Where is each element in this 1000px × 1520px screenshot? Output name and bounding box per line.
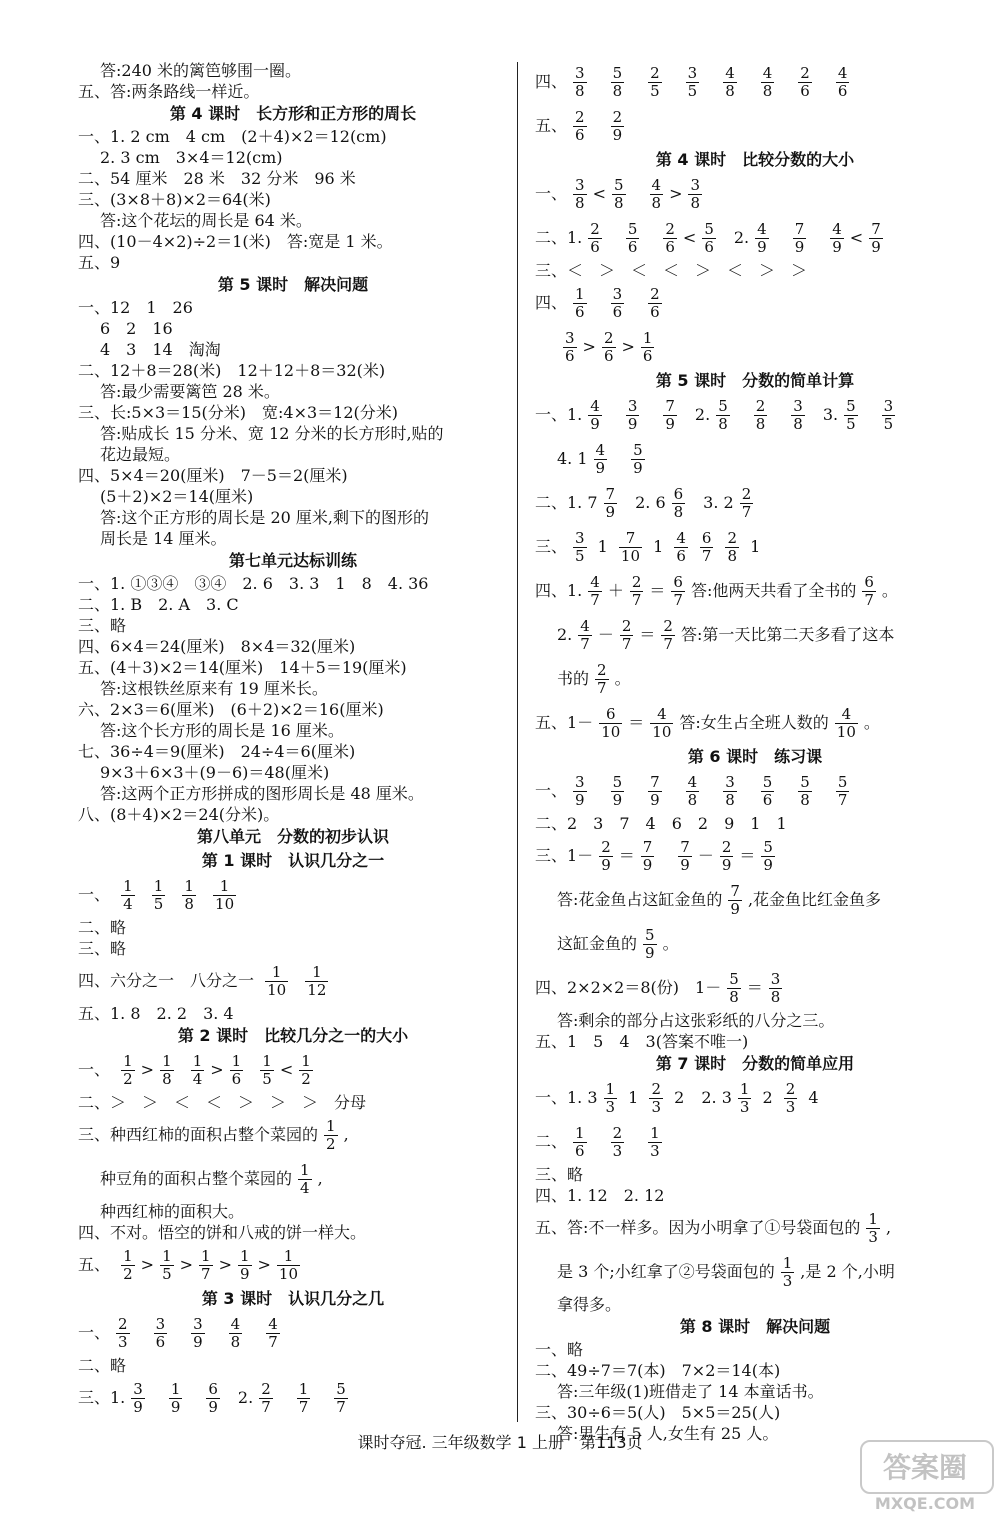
fraction [152,878,166,913]
fraction: $\frac{1}{8}$ [162,1052,172,1088]
text-line: 三、略 [78,616,127,635]
text-line: 答:这两个正方形拼成的图形周长是 48 厘米。 [100,784,424,803]
fraction-line: 2. $\frac{4}{7}$ － $\frac{2}{7}$ ＝ $\frac{2}{7}$ 答:第一天比第二天多看了这本 [557,617,895,653]
fraction-line [78,959,508,1003]
fraction: $\frac{1}{2}$ [123,1052,133,1088]
answer-text: 答:第一天比第二天多看了这本 [680,625,895,644]
text-line: 三、(3×8＋8)×2＝64(米) [78,190,271,209]
denominator: 8 [184,895,194,913]
item-prefix: 一、1. [535,405,583,424]
fraction-line: 二、1. $\frac{2}{6}$ $\frac{5}{6}$ $\frac{2}{6}$ < $\frac{5}{6}$ 2. $\frac{4}{9}$ $\frac{7}{9}$ $\frac{4}{9}$ < $\frac{7}{9}$ [535,220,881,256]
fraction-line: 4. 1 $\frac{4}{9}$ $\frac{5}{9}$ [557,441,643,477]
fraction: $\frac{1}{5}$ [262,1052,272,1088]
text-line: 周长是 14 厘米。 [100,529,227,548]
watermark-url: MXQE.COM [874,1494,976,1513]
text-line: 二、49÷7＝7(本) 7×2＝14(本) [535,1361,781,1380]
section-heading: 第 4 课时 长方形和正方形的周长 [169,104,417,123]
text-line: 七、36÷4＝9(厘米) 24÷4＝6(厘米) [78,742,356,761]
fraction: $\frac{1}{7}$ [298,1380,309,1416]
fraction: $\frac{1}{2}$ [123,1247,133,1283]
fraction: $\frac{1}{6}$ [231,1052,242,1088]
text-line: 二、12＋8＝28(米) 12＋12＋8＝32(米) [78,361,386,380]
fraction-line: 五、答:不一样多。因为小明拿了①号袋面包的 $\frac{1}{3}$ , [535,1210,892,1246]
item-prefix: 一、 [535,184,568,203]
numerator: 1 [153,877,164,895]
item-prefix: 二、1. 7 [535,493,598,512]
fraction-line: 四、1. $\frac{4}{7}$ ＋ $\frac{2}{7}$ ＝ $\frac{6}{7}$ 答:他两天共看了全书的 $\frac{6}{7}$ 。 [535,573,898,609]
text-line: 四、不对。悟空的饼和八戒的饼一样大。 [78,1223,367,1242]
fraction-line: 一、 $\frac{1}{2}$ > $\frac{1}{8}$ $\frac{1}{4}$ > $\frac{1}{6}$ $\frac{1}{5}$ < $\frac{1}{2}$ [78,1052,311,1088]
section-heading: 第 2 课时 比较几分之一的大小 [177,1026,409,1045]
text-line: 6 2 16 [100,319,173,338]
text-line: 2. 3 cm 3×4＝12(cm) [100,148,283,167]
fraction [121,878,135,913]
text-line: 一、1. 2 cm 4 cm (2＋4)×2＝12(cm) [78,127,387,146]
text-line: 五、9 [78,253,121,272]
text-line: 答:这个长方形的周长是 16 厘米。 [100,721,344,740]
right-column [535,60,975,1444]
text-line: (5＋2)×2＝14(厘米) [100,487,254,506]
section-heading: 第 3 课时 认识几分之几 [201,1289,385,1308]
fraction-line: 五、 $\frac{2}{6}$ $\frac{2}{9}$ [535,108,623,144]
fraction-line: 是 3 个;小红拿了②号袋面包的 $\frac{1}{3}$ ,是 2 个,小明 [557,1254,895,1290]
page-footer: 课时夺冠. 三年级数学 1 上册 第113页 [357,1433,643,1452]
item-prefix: 四、 [535,293,568,312]
text-line: 答:剩余的部分占这张彩纸的八分之三。 [557,1011,835,1030]
fraction: $\frac{4}{8}$ [230,1315,241,1351]
text-line: 三、＜ ＞ ＜ ＜ ＞ ＜ ＞ ＞ [535,261,808,280]
text-line: 种西红柿的面积大。 [100,1202,245,1221]
section-heading: 第 5 课时 解决问题 [217,275,369,294]
section-heading: 第 5 课时 分数的简单计算 [655,371,855,390]
fraction-line: 五、1－ $\frac{6}{10}$ ＝ $\frac{4}{10}$ 答:女生占全班人数的 $\frac{4}{10}$ 。 [535,705,880,741]
section-heading: 第 1 课时 认识几分之一 [201,851,385,870]
text-line: 三、略 [78,939,127,958]
fraction [213,878,236,913]
fraction-line: 二、 $\frac{1}{6}$ $\frac{2}{3}$ $\frac{1}{3}$ [535,1124,660,1160]
numerator: 1 [265,964,288,982]
text-span: 种豆角的面积占整个菜园的 [100,1169,293,1188]
text-line: 八、(8＋4)×2＝24(分米)。 [78,805,280,824]
section-heading: 第 7 课时 分数的简单应用 [655,1054,855,1073]
fraction: $\frac{1}{9}$ [170,1380,181,1416]
text-line: 六、2×3＝6(厘米) (6＋2)×2＝16(厘米) [78,700,384,719]
fraction: $\frac{1}{5}$ [162,1247,172,1283]
section-heading: 第 6 课时 练习课 [687,747,823,766]
fraction: $\frac{3}{6}$ [155,1315,166,1351]
item-prefix: 二、 [535,1132,568,1151]
section-heading: 第 4 课时 比较分数的大小 [655,150,855,169]
answer-text: ,是 2 个,小明 [800,1262,895,1281]
text-line: 二、54 厘米 28 米 32 分米 96 米 [78,169,356,188]
denominator: 12 [307,981,327,999]
item-prefix: 三、1－ [535,846,594,865]
fraction: $\frac{5}{7}$ [336,1380,346,1416]
text-line: 答:三年级(1)班借走了 14 本童话书。 [557,1382,824,1401]
text-line: 拿得多。 [557,1295,622,1314]
text-line: 答:240 米的篱笆够围一圈。 [100,61,302,80]
item-prefix: 五、 [78,1255,111,1274]
answer-text: 五、答:不一样多。因为小明拿了①号袋面包的 [535,1218,861,1237]
fraction-line: 一、1. $\frac{4}{9}$ $\frac{3}{9}$ $\frac{7}{9}$ 2. $\frac{5}{8}$ $\frac{2}{8}$ $\frac{3}{8}$ 3. $\frac{5}{5}$ $\frac{3}{5}$ [535,397,894,433]
fraction [182,878,196,913]
item-prefix: 四、六分之一 八分之一 [78,971,255,990]
text-line: 二、2 3 7 4 6 2 9 1 1 [535,814,787,833]
text-line: 五、(4＋3)×2＝14(厘米) 14＋5＝19(厘米) [78,658,407,677]
text-line: 答:男生有 5 人,女生有 25 人。 [557,1424,779,1443]
denominator: 10 [267,981,287,999]
section-heading: 第 8 课时 解决问题 [679,1317,831,1336]
fraction-line: 一、 $\frac{2}{3}$ $\frac{3}{6}$ $\frac{3}{9}$ $\frac{4}{8}$ $\frac{4}{7}$ [78,1315,278,1351]
text-line: 一、12 1 26 [78,298,193,317]
item-prefix: 五、1－ [535,713,594,732]
text-line: 五、答:两条路线一样近。 [78,82,260,101]
fraction [265,964,288,999]
text-line: 四、(10－4×2)÷2＝1(米) 答:宽是 1 米。 [78,232,393,251]
text-line: 三、略 [535,1165,584,1184]
item-prefix: 四、1. [535,581,583,600]
fraction: $\frac{2}{3}$ [118,1315,128,1351]
fraction-line: 三、1. $\frac{3}{9}$ $\frac{1}{9}$ $\frac{6}{9}$ 2. $\frac{2}{7}$ $\frac{1}{7}$ $\frac{5}{7}$ [78,1380,346,1416]
answer-text: 答:他两天共看了全书的 [690,581,857,600]
fraction: $\frac{3}{9}$ [133,1380,143,1416]
text-line: 4 3 14 淘淘 [100,340,221,359]
watermark-title: 答案圈 [882,1451,967,1484]
denominator: 4 [123,895,133,913]
fraction-line: 一、1. 3 $\frac{1}{3}$ 1 $\frac{2}{3}$ 2 2. 3 $\frac{1}{3}$ 2 $\frac{2}{3}$ 4 [535,1080,819,1116]
fraction-line: 答:花金鱼占这缸金鱼的 $\frac{7}{9}$ ,花金鱼比红金鱼多 [557,882,882,918]
fraction-line: 这缸金鱼的 $\frac{5}{9}$ 。 [557,926,679,962]
section-heading: 第七单元达标训练 [228,551,357,570]
text-line: 三、长:5×3＝15(分米) 宽:4×3＝12(分米) [78,403,399,422]
fraction-line: 四、 $\frac{1}{6}$ $\frac{3}{6}$ $\frac{2}{6}$ [535,285,660,321]
answer-text: 答:花金鱼占这缸金鱼的 [557,890,723,909]
fraction-line: 三、1－ $\frac{2}{9}$ ＝ $\frac{7}{9}$ $\frac{7}{9}$ － $\frac{2}{9}$ ＝ $\frac{5}{9}$ [535,838,773,874]
text-line: 一、1. ①③④ ③④ 2. 6 3. 3 1 8 4. 36 [78,574,429,593]
watermark-logo [860,1440,990,1514]
fraction-line: 一、 $\frac{3}{9}$ $\frac{5}{9}$ $\frac{7}{9}$ $\frac{4}{8}$ $\frac{3}{8}$ $\frac{5}{6}$ $\frac{5}{8}$ $\frac{5}{7}$ [535,773,848,809]
fraction-line [78,873,508,917]
text-line: 答:这根铁丝原来有 19 厘米长。 [100,679,328,698]
fraction-line: 三、 $\frac{3}{5}$ 1 $\frac{7}{10}$ 1 $\frac{4}{6}$ $\frac{6}{7}$ $\frac{2}{8}$ 1 [535,529,761,565]
item-prefix: 一、 [78,885,111,904]
fraction-line: 书的 $\frac{2}{7}$ 。 [557,661,631,697]
fraction-line: $\frac{3}{6}$ > $\frac{2}{6}$ > $\frac{1}{6}$ [565,329,653,365]
text-line: 二、＞ ＞ ＜ ＜ ＞ ＞ ＞ 分母 [78,1093,367,1112]
left-column [78,60,508,1420]
answer-text: 是 3 个;小红拿了②号袋面包的 [557,1262,775,1281]
fraction-line: 四、 $\frac{3}{8}$ $\frac{5}{8}$ $\frac{2}{5}$ $\frac{3}{5}$ $\frac{4}{8}$ $\frac{4}{8}$ $\frac{2}{6}$ $\frac{4}{6}$ [535,64,848,100]
fraction: $\frac{3}{9}$ [193,1315,203,1351]
numerator: 1 [305,964,328,982]
fraction: $\frac{1}{2}$ [326,1117,336,1153]
item-prefix: 一、 [78,1060,111,1079]
text-line: 答:最少需要篱笆 28 米。 [100,382,280,401]
fraction: $\frac{2}{7}$ [261,1380,271,1416]
item-prefix: 一、1. 3 [535,1088,598,1107]
fraction [305,964,328,999]
fraction-line: 四、2×2×2＝8(份) 1－ $\frac{5}{8}$ ＝ $\frac{3}{8}$ [535,970,781,1006]
text-line: 三、30÷6＝5(人) 5×5＝25(人) [535,1403,781,1422]
item-prefix: 三、 [535,537,568,556]
fraction-line: 五、 $\frac{1}{2}$ > $\frac{1}{5}$ > $\frac{1}{7}$ > $\frac{1}{9}$ > $\frac{1}{10}$ [78,1247,299,1283]
fraction: $\frac{1}{4}$ [192,1052,203,1088]
text-line: 四、5×4＝20(厘米) 7－5＝2(厘米) [78,466,348,485]
denominator: 5 [153,895,164,913]
fraction: $\frac{1}{4}$ [300,1161,310,1197]
text-line: 9×3＋6×3＋(9－6)＝48(厘米) [100,763,330,782]
item-prefix: 4. 1 [557,449,588,468]
item-prefix: 四、 [535,72,568,91]
text-line: 四、6×4＝24(厘米) 8×4＝32(厘米) [78,637,356,656]
fraction: $\frac{1}{10}$ [278,1247,299,1283]
fraction: $\frac{4}{7}$ [268,1315,278,1351]
answer-text: ,花金鱼比红金鱼多 [747,890,882,909]
fraction-line: 一、 $\frac{3}{8}$ < $\frac{5}{8}$ $\frac{4}{8}$ > $\frac{3}{8}$ [535,176,701,212]
fraction-line: 二、1. 7 $\frac{7}{9}$ 2. 6 $\frac{6}{8}$ 3. 2 $\frac{2}{7}$ [535,485,752,521]
answer-text: 这缸金鱼的 [557,934,638,953]
item-prefix: 五、 [535,116,568,135]
text-line: 二、略 [78,1356,127,1375]
item-prefix: 二、1. [535,228,583,247]
numerator: 1 [123,877,133,895]
text-line: 四、1. 12 2. 12 [535,1186,665,1205]
fraction: $\frac{1}{2}$ [301,1052,311,1088]
text-line: 二、略 [78,918,127,937]
text-line: 答:这个花坛的周长是 64 米。 [100,211,312,230]
text-line: 一、略 [535,1340,584,1359]
fraction: $\frac{6}{9}$ [208,1380,218,1416]
fraction: $\frac{1}{9}$ [239,1247,250,1283]
text-line: 答:贴成长 15 分米、宽 12 分米的长方形时,贴的 [100,424,444,443]
answer-text: 书的 [557,669,590,688]
column-divider [517,62,518,1422]
answer-text: 答:女生占全班人数的 [679,713,829,732]
text-line: 五、1. 8 2. 2 3. 4 [78,1004,234,1023]
section-heading: 第八单元 分数的初步认识 [196,827,389,846]
fraction-line: 三、种西红柿的面积占整个菜园的 $\frac{1}{2}$ , [78,1117,349,1153]
fraction: $\frac{1}{7}$ [201,1247,211,1283]
text-line: 五、1 5 4 3(答案不唯一) [535,1032,749,1051]
denominator: 10 [215,895,235,913]
text-line: 答:这个正方形的周长是 20 厘米,剩下的图形的 [100,508,430,527]
numerator: 1 [213,878,236,896]
text-line: 二、1. B 2. A 3. C [78,595,239,614]
item-prefix: 一、 [535,781,568,800]
item-prefix: 四、2×2×2＝8(份) 1－ [535,978,722,997]
text-line: 花边最短。 [100,445,181,464]
numerator: 1 [184,877,194,895]
fraction-line: 种豆角的面积占整个菜园的 $\frac{1}{4}$ , [100,1161,323,1197]
text-span: 三、种西红柿的面积占整个菜园的 [78,1125,319,1144]
